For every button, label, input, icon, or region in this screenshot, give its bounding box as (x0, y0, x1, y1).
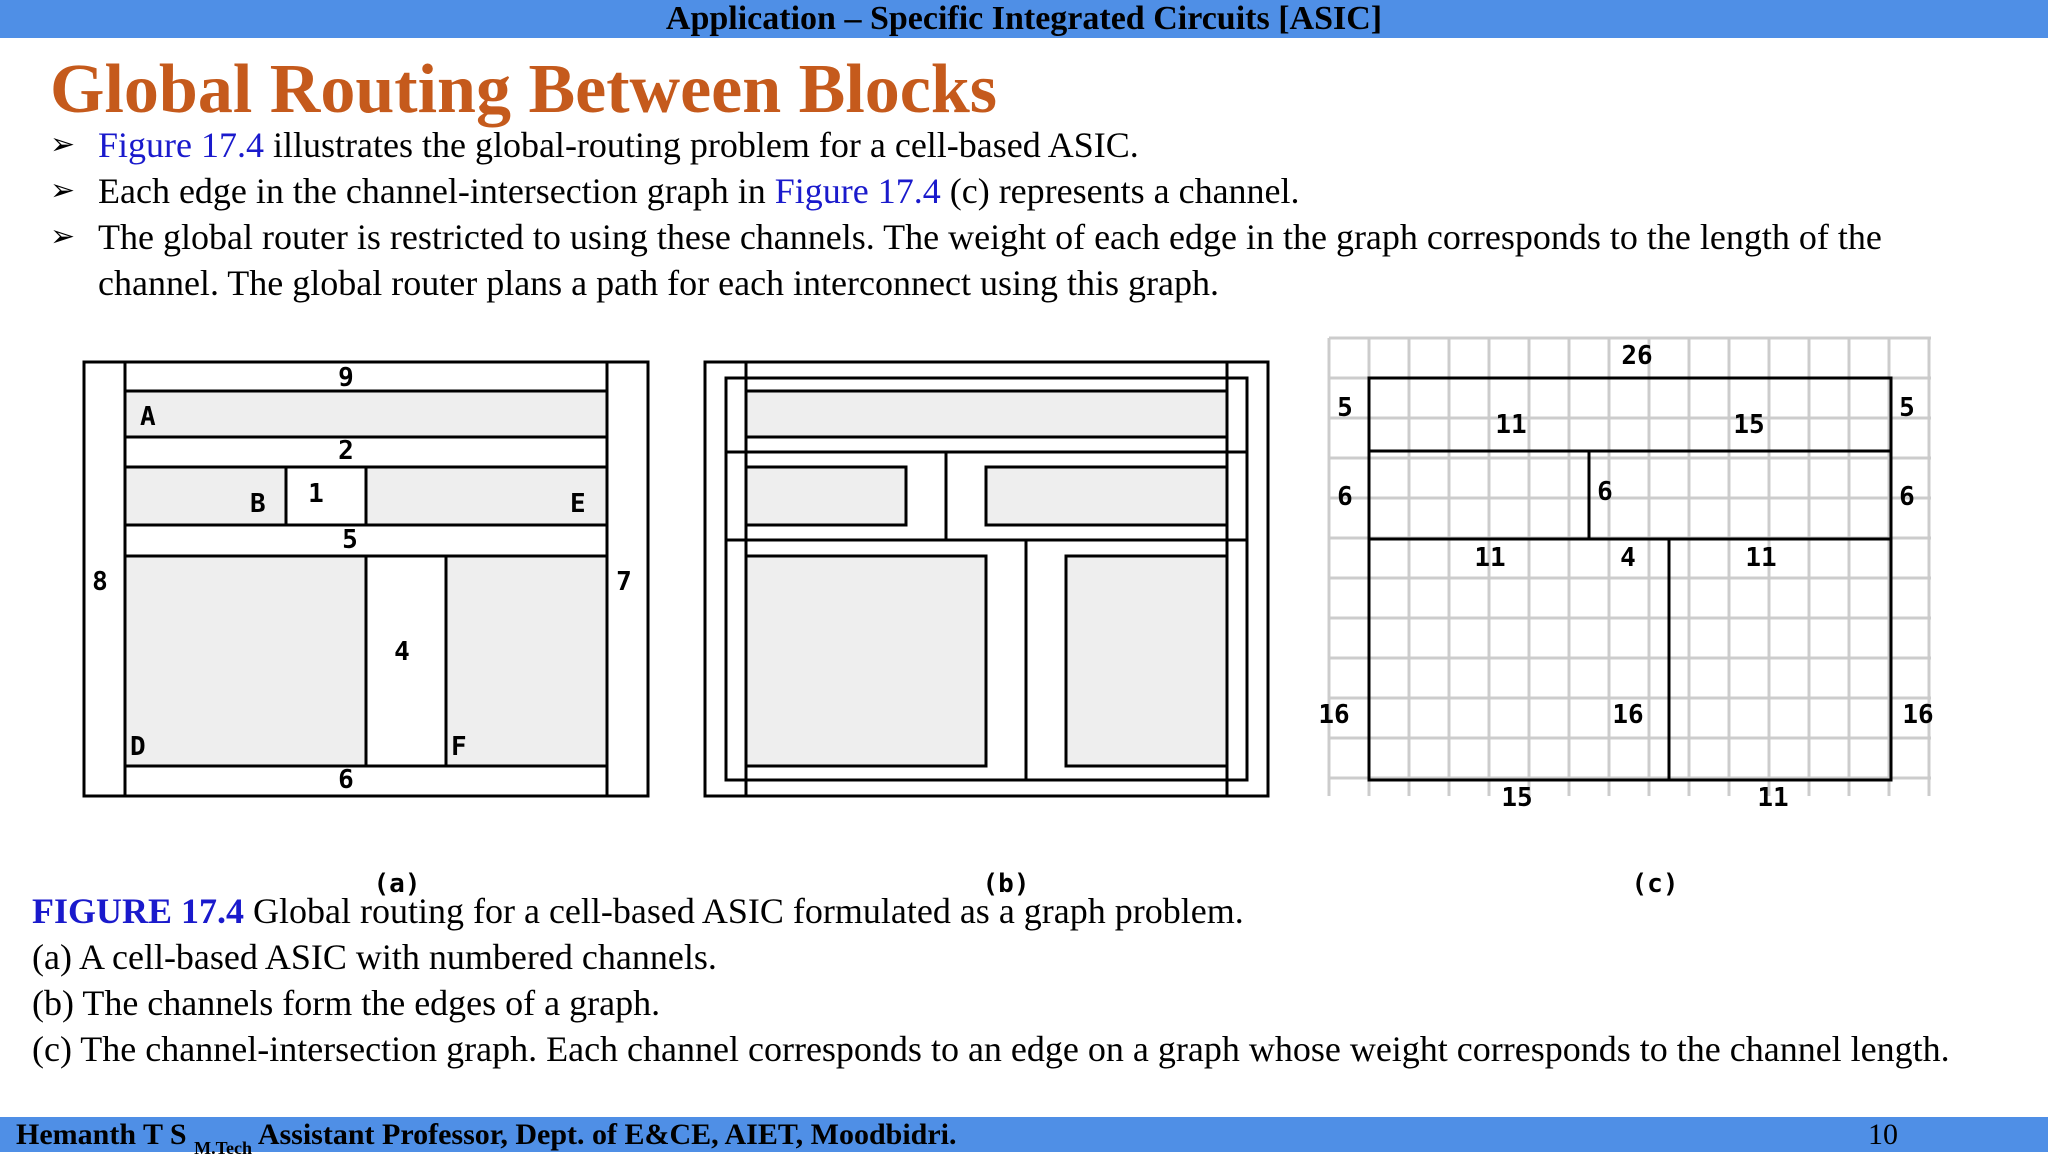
author-degree: M.Tech (194, 1138, 252, 1158)
edge-weight: 15 (1733, 410, 1765, 440)
edge-weight: 5 (1337, 393, 1353, 423)
footer-bar (0, 1117, 2048, 1158)
block-a (125, 391, 607, 437)
edge-weight: 4 (1620, 543, 1636, 573)
figure-c-label: (c) (1631, 869, 1679, 899)
caption-text: Global routing for a cell-based ASIC formulated as a graph problem. (244, 891, 1244, 931)
caption-line: (b) The channels form the edges of a graph. (32, 983, 661, 1023)
edge-weight: 6 (1337, 482, 1353, 512)
figure-b (705, 362, 1268, 796)
figure-a-label: (a) (373, 869, 421, 899)
arrow-bullet-icon: ➢ (50, 174, 76, 207)
bullet-text: Each edge in the channel-intersection graph in (98, 171, 775, 211)
edge-weight: 15 (1501, 783, 1533, 813)
channel-label: 8 (92, 567, 108, 597)
edge-weight: 26 (1621, 341, 1653, 371)
caption-line: (c) The channel-intersection graph. Each channel corresponds to an edge on a graph whose weight corresponds to the channel length. (32, 1029, 1950, 1069)
figure-17-4 (0, 320, 2048, 920)
caption-line: (a) A cell-based ASIC with numbered channels. (32, 937, 717, 977)
channel-1-box (286, 467, 366, 525)
author-affiliation: Assistant Professor, Dept. of E&CE, AIET, Moodbidri. (257, 1118, 957, 1151)
caption-figure-ref: FIGURE 17.4 (32, 891, 245, 931)
edge-weight: 16 (1902, 700, 1934, 730)
arrow-bullet-icon: ➢ (50, 220, 76, 253)
course-title: Application – Specific Integrated Circuits [ASIC] (665, 0, 1383, 37)
figure-link[interactable]: Figure 17.4 (774, 171, 941, 211)
block-label: F (451, 732, 467, 762)
block-label: B (250, 489, 266, 519)
edge-weight: 11 (1495, 410, 1527, 440)
channel-label: 4 (394, 637, 410, 667)
arrow-bullet-icon: ➢ (50, 128, 76, 161)
bullet-text: illustrates the global-routing problem for a cell-based ASIC. (264, 125, 1139, 165)
block-b-b (746, 467, 906, 525)
figure-b-label: (b) (982, 869, 1030, 899)
bullet-item (50, 122, 1970, 168)
block-label: A (140, 402, 156, 432)
block-a-b (746, 391, 1227, 437)
block-e-b (986, 467, 1227, 525)
edge-weight: 16 (1612, 700, 1644, 730)
channel-label: 5 (342, 525, 358, 555)
figure-caption (32, 888, 2022, 1072)
edge-weight: 6 (1899, 482, 1915, 512)
channel-label: 2 (338, 436, 354, 466)
edge-weight: 11 (1745, 543, 1777, 573)
edge-weight: 5 (1899, 393, 1915, 423)
footer-author (16, 1117, 957, 1156)
channel-label: 7 (616, 567, 632, 597)
figure-a (84, 362, 648, 796)
bullet-item (50, 214, 1970, 306)
bullet-item (50, 168, 1970, 214)
edge-weight: 11 (1757, 783, 1789, 813)
figure-c-weights (1318, 341, 1933, 899)
author-name: Hemanth T S (16, 1118, 187, 1151)
block-d (125, 556, 366, 766)
bullet-text: The global router is restricted to using these channels. The weight of each edge in the graph corresponds to the length of the channel. The global router plans a path for each interconnect using this graph. (98, 217, 1882, 303)
edge-weight: 11 (1474, 543, 1506, 573)
channel-label: 1 (308, 479, 324, 509)
page-title: Global Routing Between Blocks (50, 51, 998, 128)
bullet-list (50, 122, 1970, 306)
block-f (446, 556, 607, 766)
channel-label: 6 (338, 765, 354, 795)
edge-weight: 16 (1318, 700, 1350, 730)
channel-label: 9 (338, 363, 354, 393)
block-label: E (570, 489, 586, 519)
block-d-b (746, 556, 986, 766)
caption-title-line (32, 888, 2022, 934)
page-number: 10 (1868, 1118, 1898, 1151)
edge-weight: 6 (1597, 477, 1613, 507)
figure-svg (0, 320, 2048, 920)
bullet-text: (c) represents a channel. (940, 171, 1300, 211)
block-f-b (1066, 556, 1227, 766)
header-bar (0, 0, 2048, 38)
block-label: D (130, 732, 146, 762)
figure-link[interactable]: Figure 17.4 (98, 125, 264, 165)
